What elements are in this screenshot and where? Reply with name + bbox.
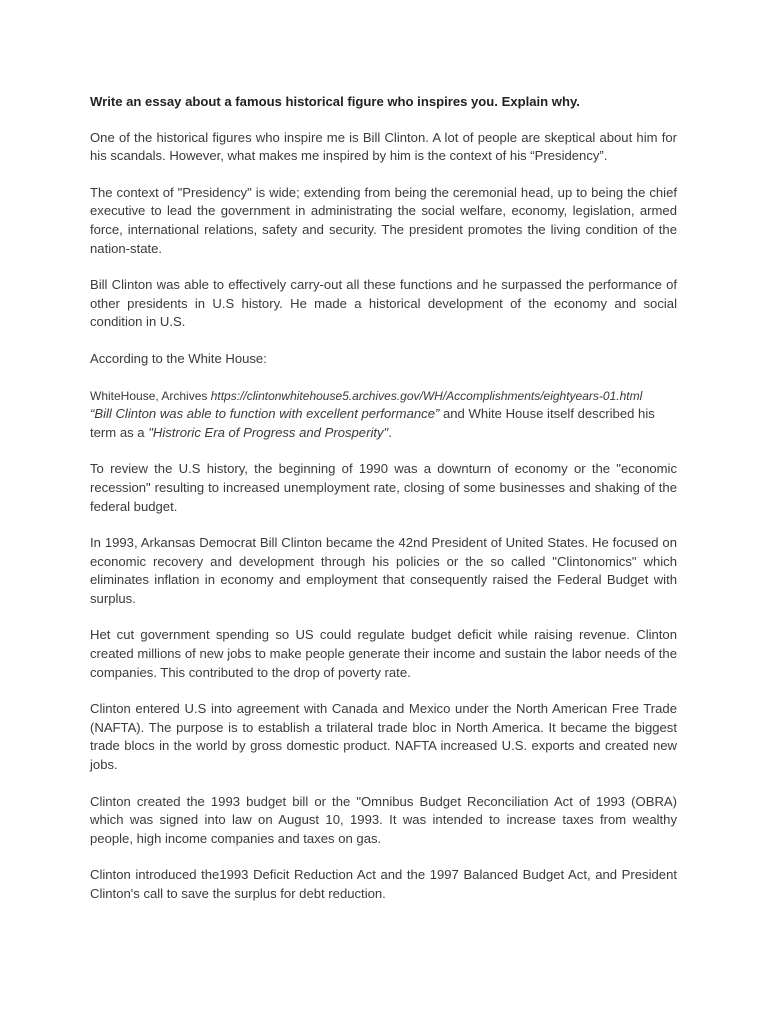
source-url-link[interactable]: https://clintonwhitehouse5.archives.gov/WH/Accomplishments/eightyears-01.html	[210, 388, 643, 403]
paragraph-intro: One of the historical figures who inspire me is Bill Clinton. A lot of people are skeptical about him for his scandals. However, what makes me inspired by him is the context of his “Presidency”.	[90, 129, 677, 164]
quote-historic-era: "Histroric Era of Progress and Prosperity"	[148, 424, 389, 440]
quote-connector-text: and White House itself described his term as a	[90, 406, 655, 440]
paragraph-obra: Clinton created the 1993 budget bill or the "Omnibus Budget Reconciliation Act of 1993 (OBRA) which was signed into law on August 10, 1993. It was intended to increase taxes from wealthy people, high income companies and taxes on gas.	[90, 793, 677, 846]
paragraph-1993-president: In 1993, Arkansas Democrat Bill Clinton became the 42nd President of United States. He focused on economic recovery and development through his policies or the so called "Clintonomics" which eliminates inflation in economy and employment that consequently raised the Federal Budget with surplus.	[90, 535, 677, 606]
paragraph-deficit-reduction: Clinton introduced the1993 Deficit Reduction Act and the 1997 Balanced Budget Act, and President Clinton's call to save the surplus for debt reduction.	[90, 867, 677, 901]
quote-excellent-performance: “Bill Clinton was able to function with excellent performance”	[90, 406, 440, 422]
source-label: WhiteHouse, Archives	[90, 388, 211, 403]
essay-prompt-heading: Write an essay about a famous historical figure who inspires you. Explain why.	[90, 94, 580, 109]
paragraph-quote	[90, 405, 677, 442]
source-citation	[90, 387, 677, 406]
document-body	[90, 93, 677, 922]
quote-period: .	[388, 424, 392, 440]
paragraph-clinton-functions: Bill Clinton was able to effectively carry-out all these functions and he surpassed the performance of other presidents in U.S history. He made a historical development of the economy and social condition in U.S.	[90, 277, 677, 330]
paragraph-presidency-context: The context of "Presidency" is wide; extending from being the ceremonial head, up to being the chief executive to lead the government in administrating the social welfare, economy, legislation, armed force, international relations, safety and security. The president promotes the living condition of the nation-state.	[90, 184, 677, 256]
paragraph-white-house-intro: According to the White House:	[90, 350, 267, 366]
paragraph-nafta: Clinton entered U.S into agreement with Canada and Mexico under the North American Free Trade (NAFTA). The purpose is to establish a trilateral trade bloc in North America. It became the biggest trade blocs in the world by gross domestic product. NAFTA increased U.S. exports and created new jobs.	[90, 701, 677, 773]
paragraph-spending-cuts: Het cut government spending so US could regulate budget deficit while raising revenue. Clinton created millions of new jobs to make people generate their income and sustain the labor needs of the companies. This contributed to the drop of poverty rate.	[90, 627, 677, 680]
paragraph-1990-recession: To review the U.S history, the beginning of 1990 was a downturn of economy or the "economic recession" resulting to increased unemployment rate, closing of some businesses and shaking of the federal budget.	[90, 461, 677, 514]
